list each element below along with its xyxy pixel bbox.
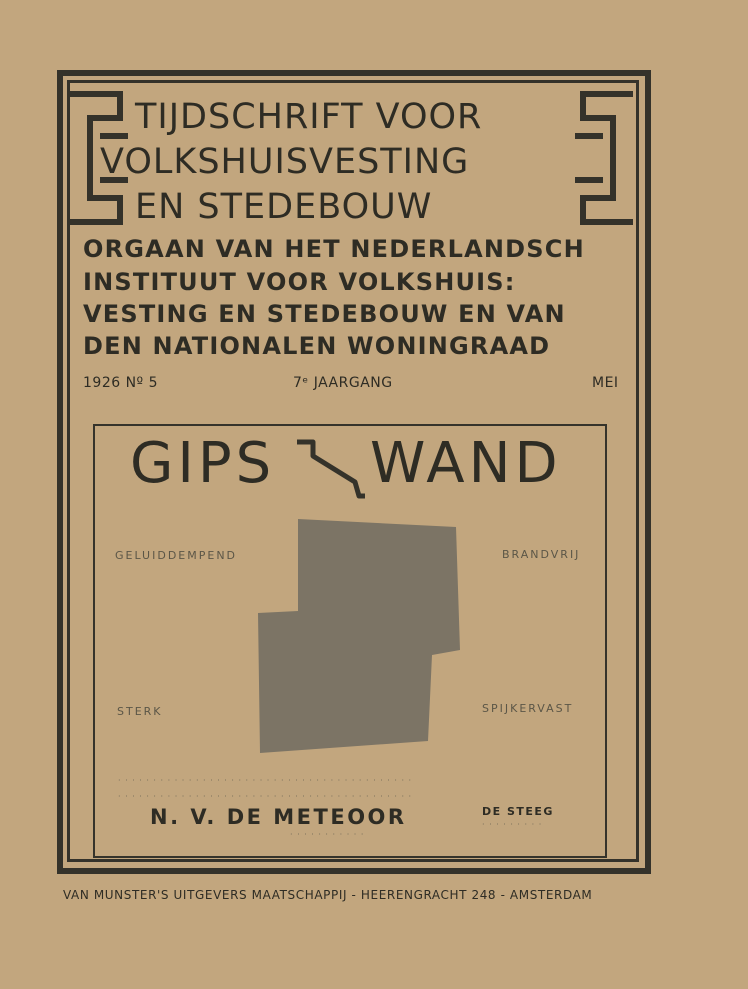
ad-company-subline: · · · · · · · · · xyxy=(482,820,543,829)
ad-company-location: DE STEEG xyxy=(482,805,554,818)
ad-company-name: N. V. DE METEOOR xyxy=(150,805,407,829)
month-label: MEI xyxy=(592,375,619,391)
issue-number: 1926 Nº 5 xyxy=(83,375,159,391)
right-ornament-icon xyxy=(573,88,633,228)
ad-label-top-right: BRANDVRIJ xyxy=(502,548,581,561)
ad-label-top-left: GELUIDDEMPEND xyxy=(115,549,238,562)
ad-brand-left: GIPS xyxy=(130,431,276,496)
masthead-title-line-3: EN STEDEBOUW xyxy=(135,187,433,227)
masthead-title-line-2: VOLKSHUISVESTING xyxy=(100,142,470,182)
ad-label-bottom-left: STERK xyxy=(117,705,163,718)
subtitle-line-2: INSTITUUT VOOR VOLKSHUIS: xyxy=(83,268,516,296)
ad-fine-print-line-2: · · · · · · · · · · · · · · · · · · · · · · · · · · · · · · · · · · · · · · · · · · xyxy=(118,792,413,801)
ad-brand-right: WAND xyxy=(370,431,562,496)
subtitle-line-3: VESTING EN STEDEBOUW EN VAN xyxy=(83,300,566,328)
ad-fine-print-line-1: · · · · · · · · · · · · · · · · · · · · · · · · · · · · · · · · · · · · · · · · · · xyxy=(118,776,413,785)
gypsum-panel-image xyxy=(256,515,468,760)
ad-company-subline-2: · · · · · · · · · · · xyxy=(290,830,365,839)
publisher-footer: VAN MUNSTER'S UITGEVERS MAATSCHAPPIJ - HEERENGRACHT 248 - AMSTERDAM xyxy=(63,888,593,902)
ad-brand-swoosh-icon xyxy=(295,438,375,500)
volume-label: 7ᵉ JAARGANG xyxy=(293,375,393,391)
ad-label-bottom-right: SPIJKERVAST xyxy=(482,702,574,715)
masthead-title-line-1: TIJDSCHRIFT VOOR xyxy=(135,97,483,137)
subtitle-line-4: DEN NATIONALEN WONINGRAAD xyxy=(83,332,551,360)
subtitle-line-1: ORGAAN VAN HET NEDERLANDSCH xyxy=(83,235,585,263)
